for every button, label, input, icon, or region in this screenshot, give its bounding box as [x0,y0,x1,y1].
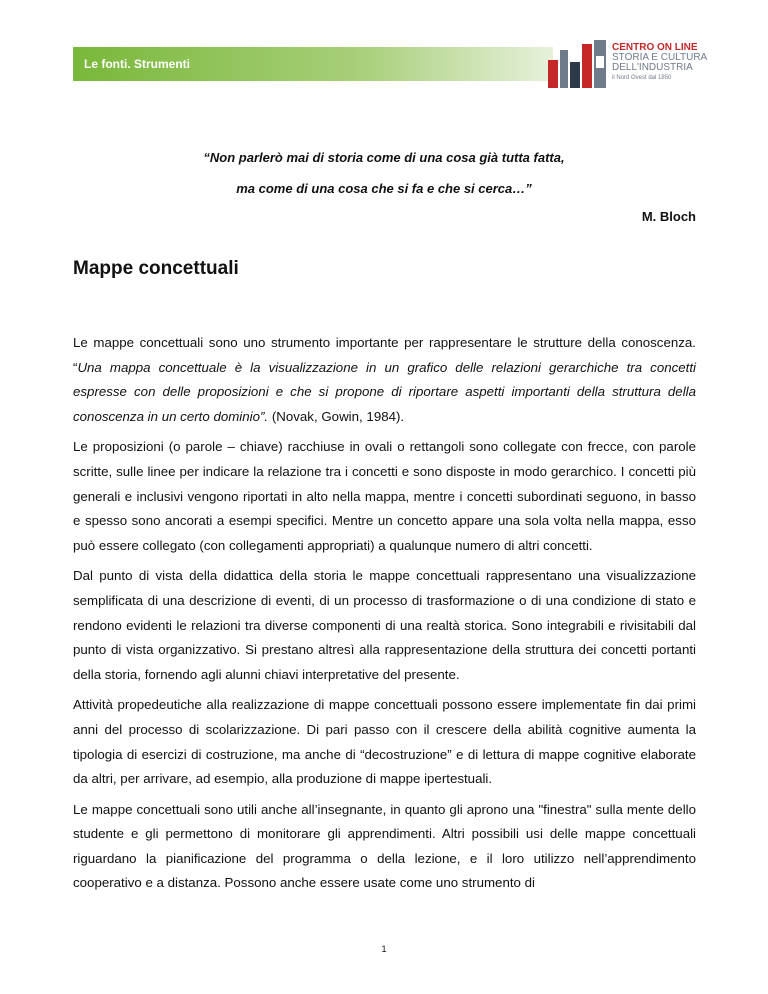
logo-line3: DELL'INDUSTRIA [612,62,693,73]
logo-line1: CENTRO ON LINE [612,42,698,53]
paragraph-3: Dal punto di vista della didattica della storia le mappe concettuali rappresentano una visualizzazione semplificata di una descrizione di eventi, di un processo di trasformazione o di una condizione di stato e rendono evidenti le relazioni tra diverse componenti di una realtà storica. Sono integrabili e rivisitabili dal punto di vista organizzativo. Si prestano altresì alla rappresentazione della struttura dei concetti portanti della storia, fornendo agli alunni chiavi interpretative del presente. [73,568,696,682]
paragraph-1-intro: Le mappe concettuali sono uno strumento importante per rappresentare le strutture della conoscenza. “ [73,335,696,375]
paragraph-1-reference: (Novak, Gowin, 1984). [268,408,405,424]
page-number: 1 [381,944,387,954]
quote-line-2: ma come di una cosa che si fa e che si cerca…” [236,181,532,196]
logo-line4: il Nord Ovest dal 1850 [612,75,672,81]
paragraph-5: Le mappe concettuali sono utili anche all’insegnante, in quanto gli aprono una "finestra" sulla mente dello studente e gli permettono di monitorare gli apprendimenti. Altri possibili usi delle mappe concettuali riguardano la pianificazione del programma o della lezione, e il loro utilizzo nell’apprendimento cooperativo e a distanza. Possono anche essere usate come uno strumento di [73,801,696,891]
section-label: Le fonti. Strumenti [84,57,190,71]
body-text [73,331,696,902]
logo-line2: STORIA E CULTURA [612,52,708,63]
quote-author: M. Bloch [641,209,696,224]
logo [548,40,708,92]
paragraph-4: Attività propedeutiche alla realizzazione di mappe concettuali possono essere implementate fin dai primi anni del processo di scolarizzazione. Di pari passo con il crescere della abilità cognitive aumenta la tipologia di esercizi di costruzione, ma anche di “decostruzione” e di lettura di mappe cognitive elaborate da altri, per arrivare, ad esempio, alla produzione di mappe ipertestuali. [73,697,696,787]
quote-line-1: “Non parlerò mai di storia come di una cosa già tutta fatta, [203,150,565,165]
paragraph-1 [73,331,696,429]
paragraph-1-citation: Una mappa concettuale è la visualizzazione in un grafico delle relazioni gerarchiche tra concetti espresse con delle proposizioni e che si propone di riportare aspetti importanti della struttura della conoscenza in un certo dominio”. [73,359,696,424]
logo-mark-icon [548,40,606,88]
paragraph-2: Le proposizioni (o parole – chiave) racchiuse in ovali o rettangoli sono collegate con frecce, con parole scritte, sulle linee per indicare la relazione tra i concetti e sono disposte in modo gerarchico. I concetti più generali e inclusivi vengono riportati in alto nella mappa, mentre i concetti subordinati seguono, in basso e spesso sono ancorati a esempi specifici. Mentre un concetto appare una sola volta nella mappa, esso può essere collegato (con collegamenti appropriati) a qualunque numero di altri concetti. [73,439,696,553]
page-title: Mappe concettuali [73,258,239,279]
